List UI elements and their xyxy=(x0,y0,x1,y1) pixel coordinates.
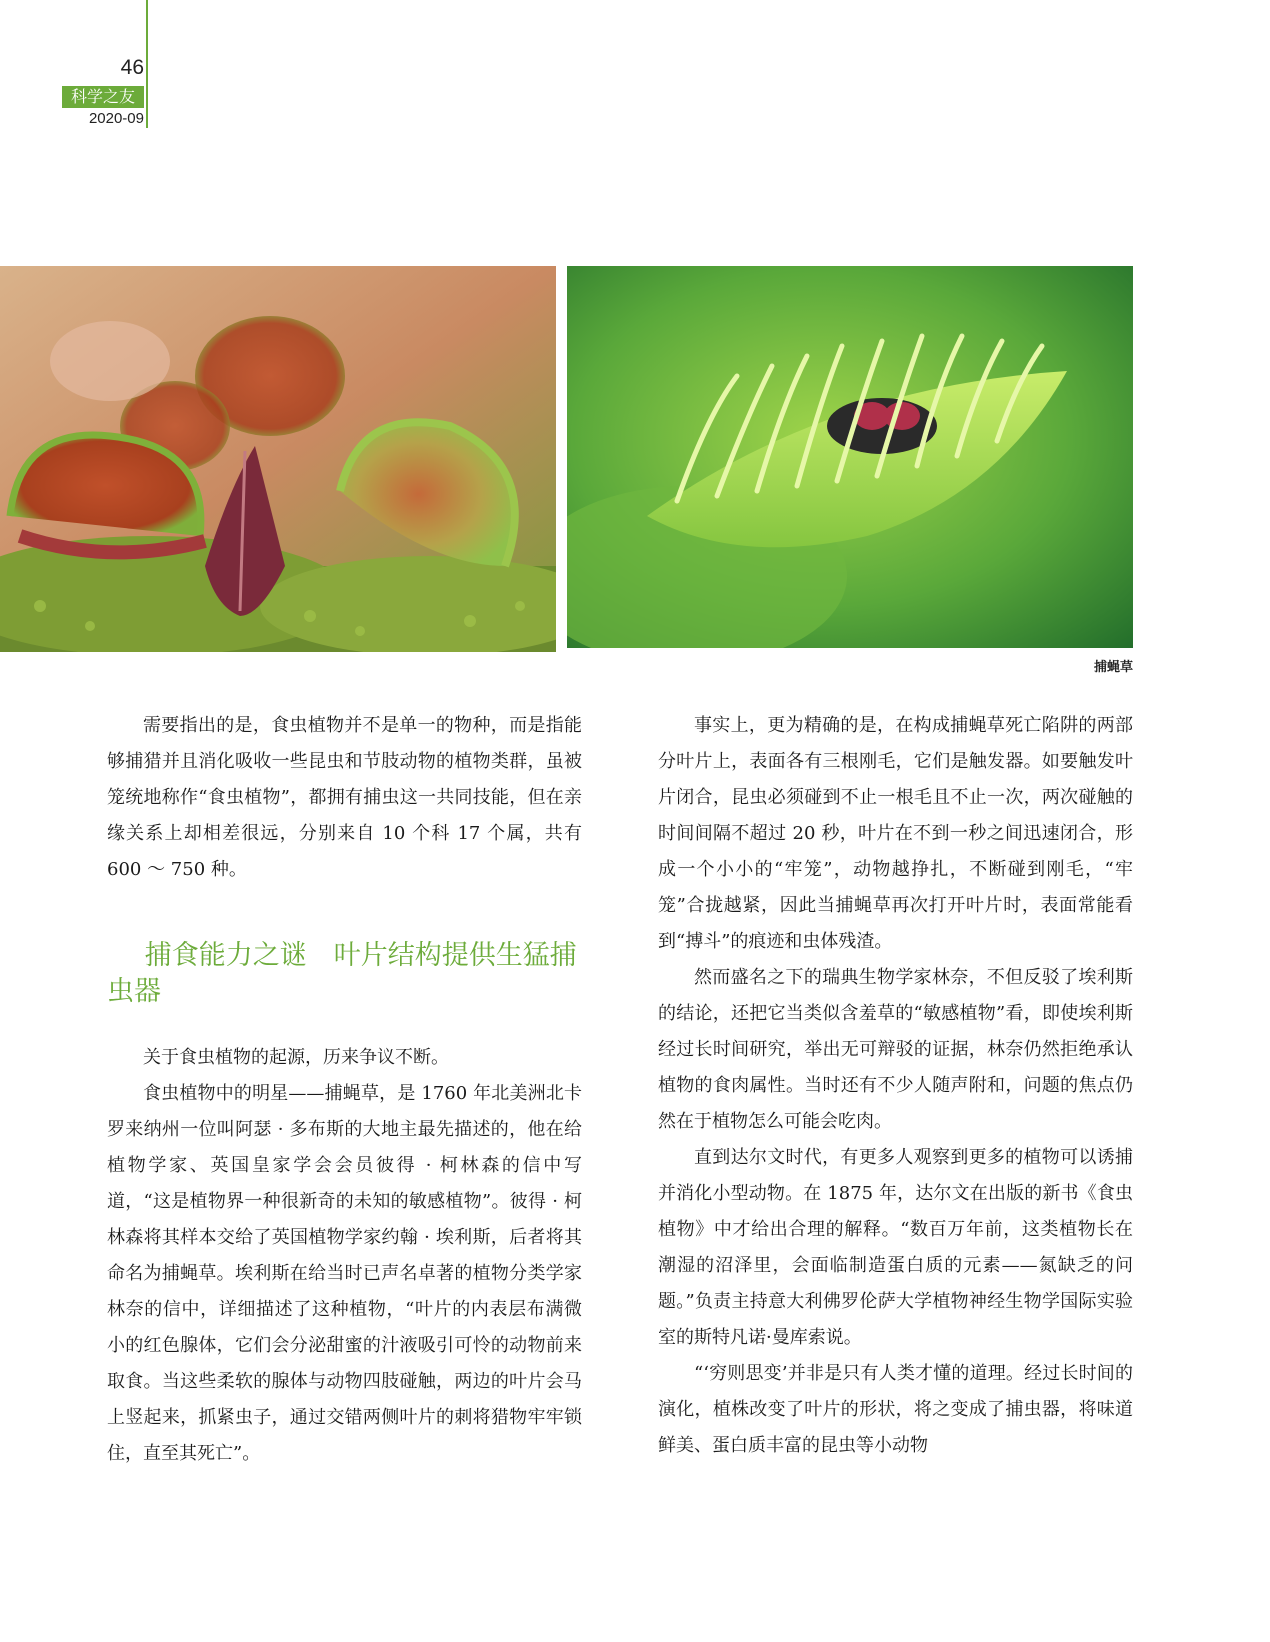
article-intro xyxy=(107,708,582,888)
paragraph: 食虫植物中的明星——捕蝇草，是 1760 年北美洲北卡罗来纳州一位叫阿瑟 · 多布斯的大地主最先描述的，他在给植物学家、英国皇家学会会员彼得 · 柯林森的信中写道，“这是植物界一种很新奇的未知的敏感植物”。彼得 · 柯林森将其样本交给了英国植物学家约翰 · 埃利斯，后者将其命名为捕蝇草。埃利斯在给当时已声名卓著的植物分类学家林奈的信中，详细描述了这种植物，“叶片的内表层布满微小的红色腺体，它们会分泌甜蜜的汁液吸引可怜的动物前来取食。当这些柔软的腺体与动物四肢碰触，两边的叶片会马上竖起来，抓紧虫子，通过交错两侧叶片的刺将猎物牢牢锁住，直至其死亡”。 xyxy=(107,1083,582,1464)
issue-date: 2020-09 xyxy=(88,110,144,127)
header-divider xyxy=(146,0,148,128)
paragraph: 直到达尔文时代，有更多人观察到更多的植物可以诱捕并消化小型动物。在 1875 年，达尔文在出版的新书《食虫植物》中才给出合理的解释。“数百万年前，这类植物长在潮湿的沼泽里，会面临制造蛋白质的元素——氮缺乏的问题。”负责主持意大利佛罗伦萨大学植物神经生物学国际实验室的斯特凡诺·曼库索说。 xyxy=(658,1147,1133,1348)
paragraph: 事实上，更为精确的是，在构成捕蝇草死亡陷阱的两部分叶片上，表面各有三根刚毛，它们是触发器。如要触发叶片闭合，昆虫必须碰到不止一根毛且不止一次，两次碰触的时间间隔不超过 20 秒，叶片在不到一秒之间迅速闭合，形成一个小小的“牢笼”，动物越挣扎，不断碰到刚毛，“牢笼”合拢越紧，因此当捕蝇草再次打开叶片时，表面常能看到“搏斗”的痕迹和虫体残渣。 xyxy=(658,715,1133,952)
page-number: 46 xyxy=(120,56,144,79)
flytrap-with-fly-photo xyxy=(567,266,1133,648)
article-left-body xyxy=(107,1040,582,1472)
photo-caption: 捕蝇草 xyxy=(1093,660,1133,675)
paragraph: 需要指出的是，食虫植物并不是单一的物种，而是指能够捕猎并且消化吸收一些昆虫和节肢动物的植物类群，虽被笼统地称作“食虫植物”，都拥有捕虫这一共同技能，但在亲缘关系上却相差很远，分别来自 10 个科 17 个属，共有 600 ～ 750 种。 xyxy=(107,715,582,880)
article-right-body xyxy=(658,708,1133,1464)
paragraph: “‘穷则思变’并非是只有人类才懂的道理。经过长时间的演化，植株改变了叶片的形状，将之变成了捕虫器，将味道鲜美、蛋白质丰富的昆虫等小动物 xyxy=(658,1363,1133,1456)
magazine-name-badge: 科学之友 xyxy=(62,86,144,108)
flytrap-cluster-photo xyxy=(0,266,556,652)
paragraph: 关于食虫植物的起源，历来争议不断。 xyxy=(143,1047,449,1068)
section-heading: 捕食能力之谜 叶片结构提供生猛捕虫器 xyxy=(107,940,577,1007)
paragraph: 然而盛名之下的瑞典生物学家林奈，不但反驳了埃利斯的结论，还把它当类似含羞草的“敏感植物”看，即使埃利斯经过长时间研究，举出无可辩驳的证据，林奈仍然拒绝承认植物的食肉属性。当时还有不少人随声附和，问题的焦点仍然在于植物怎么可能会吃肉。 xyxy=(658,967,1133,1132)
